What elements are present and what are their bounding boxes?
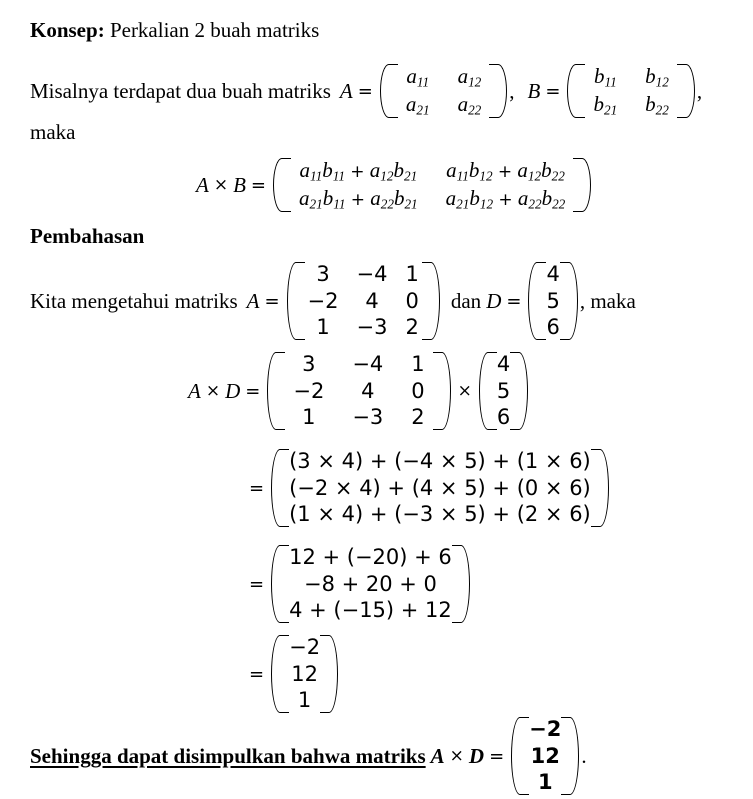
matrix-cell: 3 <box>316 261 330 286</box>
conclusion-row <box>30 716 587 796</box>
matrix-cell: 1 <box>302 405 316 430</box>
multiplication-sign: × <box>213 175 229 195</box>
general-formula-row <box>196 156 593 214</box>
left-paren-icon <box>565 63 576 120</box>
step-2-row <box>249 444 611 532</box>
matrix-cell: $a_{11}b_{11} + a_{12}b_{21}$ <box>299 157 418 184</box>
pembahasan-heading: Pembahasan <box>30 224 145 248</box>
step2-matrix <box>269 448 611 528</box>
matrix-cell: −4 <box>352 351 384 376</box>
maka-suffix: , maka <box>579 288 636 313</box>
matrix-cell: (−2 × 4) + (4 × 5) + (0 × 6) <box>289 475 591 500</box>
multiplication-sign-conclusion: × <box>449 746 464 766</box>
multiplication-sign-step1: × <box>457 381 472 401</box>
right-paren-icon <box>686 63 697 120</box>
right-paren-icon <box>329 634 340 714</box>
matrix-cell: 4 <box>365 288 379 313</box>
konsep-separator: : <box>97 18 105 42</box>
matrix-cell: −2 <box>293 378 325 403</box>
left-paren-icon <box>477 351 488 431</box>
equals-sign-b: = <box>545 80 561 102</box>
step-3-row <box>249 542 472 626</box>
left-paren-icon <box>378 63 389 120</box>
matrix-cell: $a_{21}$ <box>405 92 430 118</box>
right-paren-icon <box>498 63 509 120</box>
konsep-comma-2: , <box>696 78 703 103</box>
multiplication-sign: × <box>205 381 221 401</box>
matrix-cell: 5 <box>546 288 560 313</box>
right-paren-icon <box>431 261 442 341</box>
conclusion-result-matrix <box>509 716 581 796</box>
equals-sign-step4: = <box>249 663 265 685</box>
matrix-cell: 12 + (−20) + 6 <box>289 544 452 569</box>
konsep-maka-text: maka <box>30 120 76 144</box>
matrix-cell: −2 <box>289 634 321 659</box>
right-paren-icon <box>519 351 530 431</box>
matrix-cell: 3 <box>302 351 316 376</box>
step4-result-matrix <box>269 634 340 714</box>
general-product-matrix <box>271 157 593 214</box>
matrix-cell: 12 <box>530 743 560 768</box>
step1-label-a: A <box>188 378 201 403</box>
right-paren-icon <box>570 716 581 796</box>
matrix-cell: $b_{22}$ <box>645 92 669 118</box>
matrix-a-symbolic <box>378 63 509 120</box>
step-4-row <box>249 634 340 714</box>
equals-sign-given-d: = <box>506 290 522 312</box>
matrix-cell: 1 <box>411 351 425 376</box>
matrix-cell: 1 <box>405 261 419 286</box>
given-matrix-d <box>526 261 579 341</box>
step1-label-d: D <box>225 378 241 403</box>
matrix-cell: −3 <box>356 315 388 340</box>
equals-sign-a: = <box>357 80 373 102</box>
matrix-cell: 6 <box>546 315 560 340</box>
conclusion-var-a: A <box>430 743 445 768</box>
matrix-cell: 2 <box>405 315 419 340</box>
given-matrix-a <box>285 261 442 341</box>
matrix-b-symbol: B <box>527 78 541 103</box>
left-paren-icon <box>285 261 296 341</box>
given-matrix-d-symbol: D <box>486 288 502 313</box>
right-paren-icon <box>600 448 611 528</box>
left-paren-icon <box>269 544 280 624</box>
matrix-cell: 12 <box>291 661 318 686</box>
matrix-cell: −4 <box>356 261 388 286</box>
step1-left-matrix <box>265 351 452 431</box>
equals-sign-conclusion: = <box>489 745 505 767</box>
dan-text: dan <box>450 288 482 313</box>
matrix-cell: 0 <box>405 288 419 313</box>
equals-sign-step3: = <box>249 573 265 595</box>
matrix-cell: $b_{11}$ <box>593 63 617 90</box>
right-paren-icon <box>582 157 593 214</box>
right-paren-icon <box>442 351 453 431</box>
konsep-intro-text: Misalnya terdapat dua buah matriks <box>30 78 331 103</box>
matrix-cell: 4 + (−15) + 12 <box>289 598 452 623</box>
matrix-cell: $b_{21}$ <box>593 92 618 118</box>
left-paren-icon <box>265 351 276 431</box>
right-paren-icon <box>569 261 580 341</box>
matrix-cell: 1 <box>537 770 553 795</box>
formula-lhs-b: B <box>233 172 246 197</box>
step-1-row <box>188 352 530 430</box>
konsep-definition-row <box>30 60 702 122</box>
matrix-cell: 4 <box>496 351 511 376</box>
matrix-cell: 5 <box>496 378 511 403</box>
matrix-cell: $a_{11}b_{12} + a_{12}b_{22}$ <box>446 157 565 184</box>
step1-right-matrix <box>477 351 530 431</box>
matrix-cell: −3 <box>352 405 384 430</box>
pembahasan-intro-text: Kita mengetahui matriks <box>30 288 238 313</box>
equals-sign: = <box>250 174 266 196</box>
left-paren-icon <box>269 634 280 714</box>
matrix-cell: 6 <box>496 405 511 430</box>
matrix-cell: $a_{22}$ <box>457 92 482 118</box>
matrix-cell: −8 + 20 + 0 <box>303 571 437 596</box>
left-paren-icon <box>269 448 280 528</box>
left-paren-icon <box>526 261 537 341</box>
equals-sign-step2: = <box>249 477 265 499</box>
equals-sign-given-a: = <box>264 290 280 312</box>
konsep-heading-line <box>30 20 319 41</box>
matrix-cell: $a_{12}$ <box>457 63 482 90</box>
matrix-cell: $a_{11}$ <box>406 63 430 90</box>
matrix-cell: 1 <box>297 688 312 713</box>
matrix-cell: 0 <box>411 378 425 403</box>
conclusion-period: . <box>581 743 587 768</box>
given-matrix-a-symbol: A <box>246 288 260 313</box>
conclusion-text: Sehingga dapat disimpulkan bahwa matriks <box>30 743 426 768</box>
right-paren-icon <box>461 544 472 624</box>
matrix-cell: 1 <box>316 315 330 340</box>
matrix-cell: $a_{21}b_{12} + a_{22}b_{22}$ <box>445 186 566 212</box>
matrix-b-symbolic <box>565 63 696 120</box>
matrix-cell: $b_{12}$ <box>645 63 669 90</box>
equals-sign-step1: = <box>245 380 261 402</box>
konsep-title: Perkalian 2 buah matriks <box>109 18 320 42</box>
konsep-heading-label: Konsep <box>30 18 98 42</box>
formula-lhs-a: A <box>196 172 209 197</box>
matrix-cell: (3 × 4) + (−4 × 5) + (1 × 6) <box>289 448 591 473</box>
matrix-cell: 2 <box>411 405 425 430</box>
left-paren-icon <box>271 157 282 214</box>
matrix-cell: $a_{21}b_{11} + a_{22}b_{21}$ <box>299 186 418 212</box>
matrix-cell: 4 <box>361 378 375 403</box>
konsep-comma-1: , <box>509 78 515 103</box>
matrix-cell: −2 <box>307 288 339 313</box>
matrix-cell: −2 <box>529 716 562 741</box>
matrix-a-symbol: A <box>339 78 353 103</box>
matrix-cell: (1 × 4) + (−3 × 5) + (2 × 6) <box>289 502 591 527</box>
step3-matrix <box>269 544 472 624</box>
conclusion-var-d: D <box>468 743 485 768</box>
matrix-cell: 4 <box>546 261 560 286</box>
left-paren-icon <box>509 716 520 796</box>
pembahasan-given-row <box>30 262 636 340</box>
